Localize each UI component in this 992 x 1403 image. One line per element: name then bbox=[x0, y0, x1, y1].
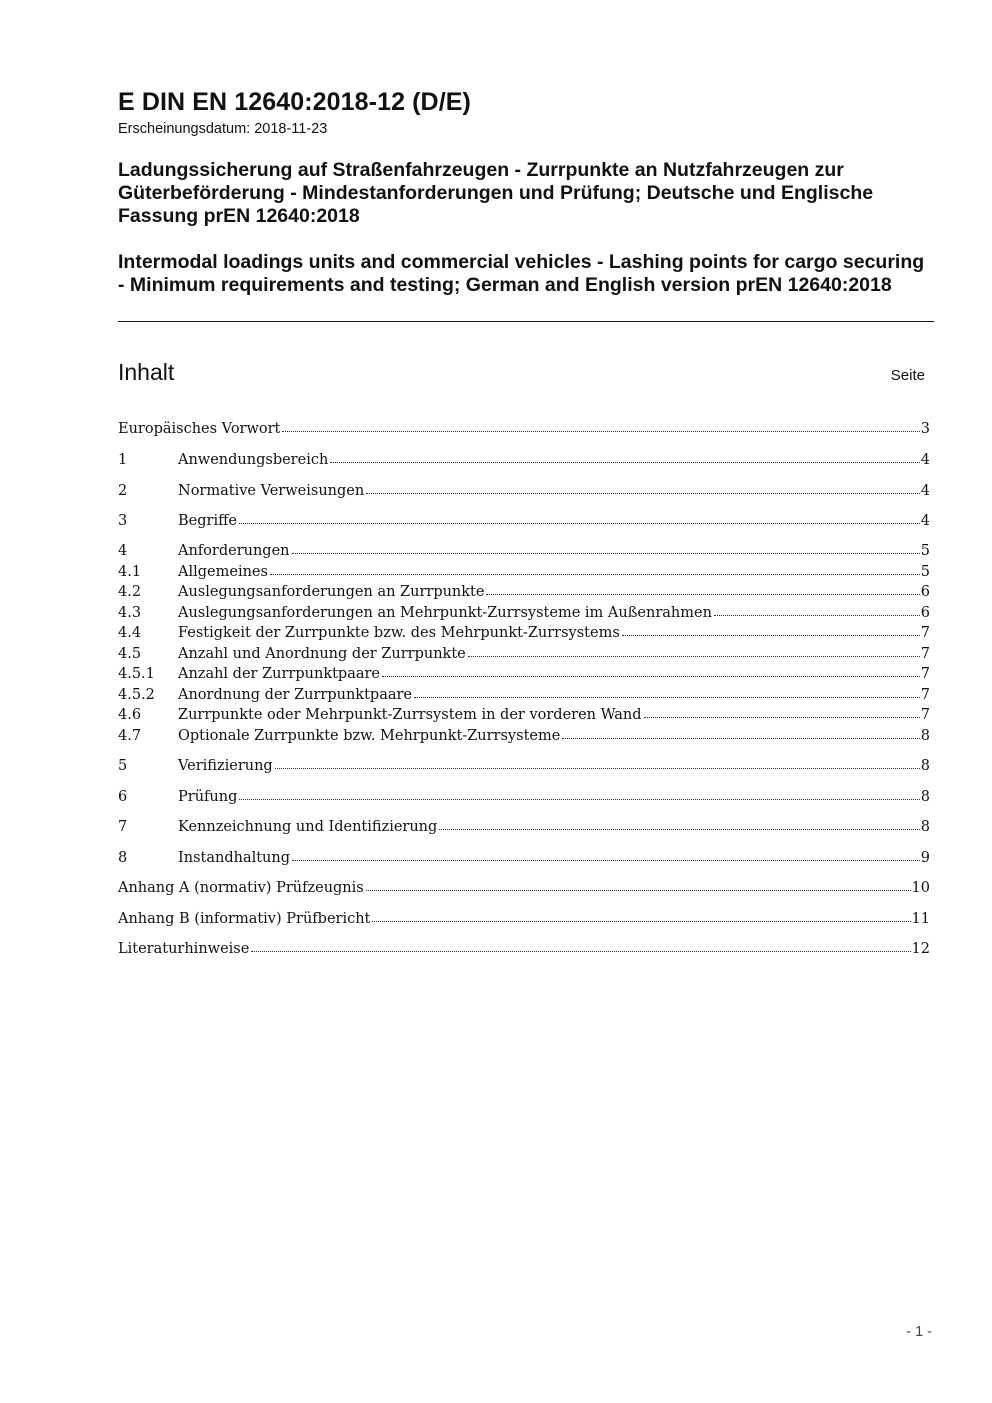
toc-dot-leader bbox=[382, 676, 920, 677]
toc-entry-title: Begriffe bbox=[178, 513, 237, 529]
toc-dot-leader bbox=[468, 656, 920, 657]
toc-entry-page: 8 bbox=[920, 819, 930, 835]
document-id: E DIN EN 12640:2018-12 (D/E) bbox=[118, 88, 471, 116]
toc-dot-leader bbox=[251, 951, 910, 952]
toc-entry[interactable] bbox=[118, 846, 930, 866]
publication-date: Erscheinungsdatum: 2018-11-23 bbox=[118, 121, 328, 137]
toc-entry[interactable] bbox=[118, 937, 930, 957]
toc-entry-page: 8 bbox=[920, 758, 930, 774]
toc-entry[interactable] bbox=[118, 683, 930, 703]
toc-entry-title: Prüfung bbox=[178, 789, 238, 805]
toc-entry-number: 4.7 bbox=[118, 728, 142, 744]
toc-entry-title: Anzahl der Zurrpunktpaare bbox=[178, 666, 381, 682]
toc-entry-page: 4 bbox=[920, 513, 930, 529]
toc-entry-page: 7 bbox=[920, 625, 930, 641]
toc-dot-leader bbox=[414, 697, 920, 698]
toc-entry-number: 6 bbox=[118, 789, 128, 805]
toc-dot-leader bbox=[270, 574, 920, 575]
toc-entry-page: 6 bbox=[920, 584, 930, 600]
toc-entry[interactable] bbox=[118, 479, 930, 499]
toc-dot-leader bbox=[282, 431, 919, 432]
toc-dot-leader bbox=[714, 615, 920, 616]
toc-entry-number: 5 bbox=[118, 758, 128, 774]
toc-entry-title: Anzahl und Anordnung der Zurrpunkte bbox=[178, 646, 466, 662]
toc-entry-title: Zurrpunkte oder Mehrpunkt-Zurrsystem in der vorderen Wand bbox=[178, 707, 642, 723]
toc-entry-page: 7 bbox=[920, 687, 930, 703]
toc-entry-page: 5 bbox=[920, 543, 930, 559]
toc-entry[interactable] bbox=[118, 448, 930, 468]
toc-entry-number: 4.6 bbox=[118, 707, 142, 723]
toc-entry-number: 4.5.2 bbox=[118, 687, 155, 703]
toc-entry-page: 9 bbox=[920, 850, 930, 866]
toc-dot-leader bbox=[622, 635, 920, 636]
toc-entry-page: 7 bbox=[920, 646, 930, 662]
toc-entry-number: 3 bbox=[118, 513, 128, 529]
toc-dot-leader bbox=[439, 829, 919, 830]
toc-entry-number: 7 bbox=[118, 819, 128, 835]
toc-entry-title: Normative Verweisungen bbox=[178, 483, 365, 499]
toc-entry-number: 2 bbox=[118, 483, 128, 499]
toc-dot-leader bbox=[644, 717, 920, 718]
toc-entry-title: Anwendungsbereich bbox=[178, 452, 329, 468]
toc-entry-page: 7 bbox=[920, 666, 930, 682]
toc-entry-title: Allgemeines bbox=[178, 564, 268, 580]
toc-dot-leader bbox=[239, 523, 920, 524]
toc-entry-number: 4.3 bbox=[118, 605, 142, 621]
toc-entry-number: 4.2 bbox=[118, 584, 142, 600]
toc-dot-leader bbox=[372, 921, 910, 922]
toc-entry-page: 11 bbox=[911, 911, 930, 927]
toc-entry[interactable] bbox=[118, 539, 930, 559]
toc-dot-leader bbox=[292, 553, 920, 554]
toc-dot-leader bbox=[275, 768, 920, 769]
toc-dot-leader bbox=[239, 799, 919, 800]
title-english: Intermodal loadings units and commercial vehicles - Lashing points for cargo securing - Minimum requirements and testing; German and English version prEN 12640:2018 bbox=[118, 251, 925, 296]
toc-entry-page: 4 bbox=[920, 483, 930, 499]
toc-entry-title: Europäisches Vorwort bbox=[118, 421, 281, 437]
toc-entry-title: Festigkeit der Zurrpunkte bzw. des Mehrpunkt-Zurrsystems bbox=[178, 625, 620, 641]
table-of-contents bbox=[118, 0, 930, 1000]
toc-entry-title: Anforderungen bbox=[178, 543, 290, 559]
toc-entry-page: 8 bbox=[920, 789, 930, 805]
toc-dot-leader bbox=[366, 493, 920, 494]
toc-entry-title: Verifizierung bbox=[178, 758, 273, 774]
toc-entry-page: 3 bbox=[920, 421, 930, 437]
toc-entry-title: Auslegungsanforderungen an Zurrpunkte bbox=[178, 584, 485, 600]
toc-entry[interactable] bbox=[118, 703, 930, 723]
toc-entry[interactable] bbox=[118, 509, 930, 529]
toc-entry-page: 5 bbox=[920, 564, 930, 580]
toc-entry[interactable] bbox=[118, 907, 930, 927]
toc-entry-title: Optionale Zurrpunkte bzw. Mehrpunkt-Zurrsysteme bbox=[178, 728, 561, 744]
toc-entry-number: 8 bbox=[118, 850, 128, 866]
toc-entry[interactable] bbox=[118, 785, 930, 805]
toc-entry-number: 4.5.1 bbox=[118, 666, 155, 682]
toc-entry[interactable] bbox=[118, 815, 930, 835]
toc-entry-page: 7 bbox=[920, 707, 930, 723]
toc-entry-title: Anhang A (normativ) Prüfzeugnis bbox=[118, 880, 364, 896]
toc-entry[interactable] bbox=[118, 642, 930, 662]
toc-entry-title: Instandhaltung bbox=[178, 850, 291, 866]
toc-entry-number: 4.1 bbox=[118, 564, 142, 580]
toc-heading: Inhalt bbox=[118, 359, 175, 385]
toc-entry[interactable] bbox=[118, 662, 930, 682]
toc-dot-leader bbox=[562, 738, 919, 739]
toc-entry-title: Literaturhinweise bbox=[118, 941, 250, 957]
toc-entry-title: Anordnung der Zurrpunktpaare bbox=[178, 687, 412, 703]
toc-dot-leader bbox=[366, 890, 911, 891]
toc-entry-title: Auslegungsanforderungen an Mehrpunkt-Zurrsysteme im Außenrahmen bbox=[178, 605, 712, 621]
toc-entry[interactable] bbox=[118, 601, 930, 621]
toc-entry-page: 12 bbox=[911, 941, 930, 957]
toc-dot-leader bbox=[330, 462, 919, 463]
toc-entry-page: 6 bbox=[920, 605, 930, 621]
toc-entry[interactable] bbox=[118, 580, 930, 600]
toc-dot-leader bbox=[486, 594, 919, 595]
page-number: - 1 - bbox=[906, 1324, 932, 1340]
toc-entry[interactable] bbox=[118, 560, 930, 580]
toc-entry-number: 4.5 bbox=[118, 646, 142, 662]
toc-entry-title: Kennzeichnung und Identifizierung bbox=[178, 819, 438, 835]
toc-entry[interactable] bbox=[118, 754, 930, 774]
toc-entry-number: 1 bbox=[118, 452, 128, 468]
toc-entry-page: 8 bbox=[920, 728, 930, 744]
toc-entry-number: 4.4 bbox=[118, 625, 142, 641]
toc-entry[interactable] bbox=[118, 724, 930, 744]
toc-entry[interactable] bbox=[118, 417, 930, 437]
toc-entry-page: 4 bbox=[920, 452, 930, 468]
toc-entry-page: 10 bbox=[911, 880, 930, 896]
toc-dot-leader bbox=[292, 860, 920, 861]
toc-page-label: Seite bbox=[890, 367, 925, 384]
title-german: Ladungssicherung auf Straßenfahrzeugen - Zurrpunkte an Nutzfahrzeugen zur Güterbeförderung - Mindestanforderungen und Prüfung; Deutsche und Englische Fassung prEN 12640:2018 bbox=[118, 159, 874, 227]
toc-entry-title: Anhang B (informativ) Prüfbericht bbox=[118, 911, 371, 927]
toc-entry-number: 4 bbox=[118, 543, 128, 559]
toc-entry[interactable] bbox=[118, 876, 930, 896]
toc-entry[interactable] bbox=[118, 621, 930, 641]
